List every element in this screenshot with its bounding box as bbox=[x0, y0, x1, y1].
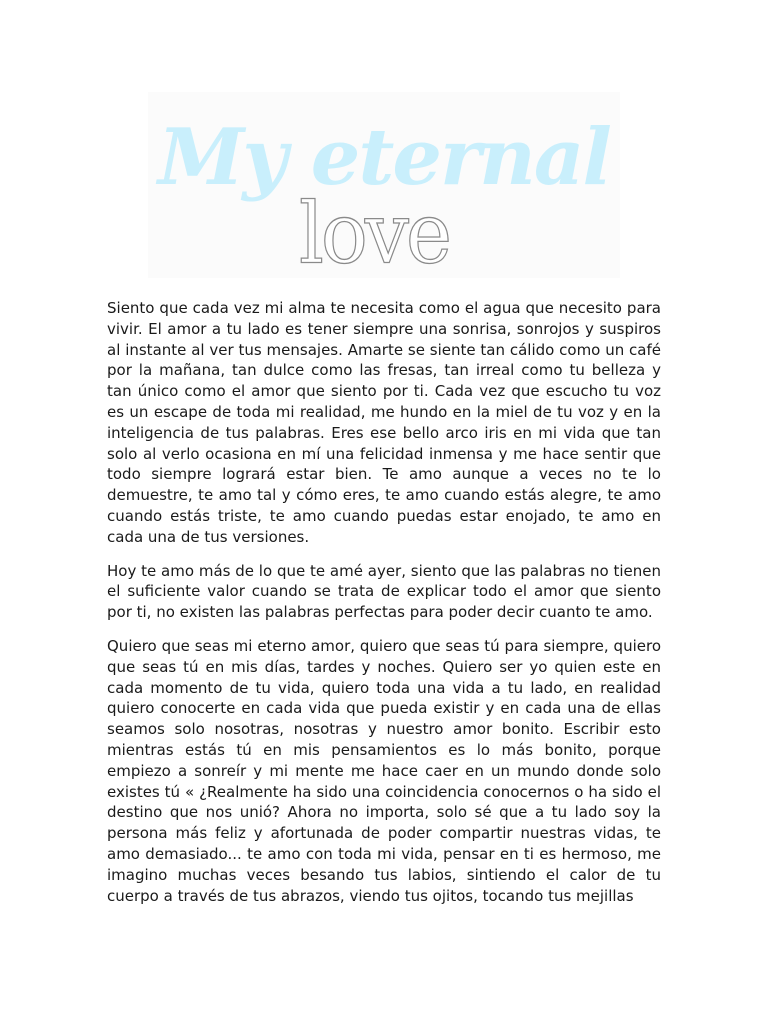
body-text bbox=[107, 298, 661, 906]
paragraph-2: Hoy te amo más de lo que te amé ayer, siento que las palabras no tienen el suficiente valor cuando se trata de explicar todo el amor que siento por ti, no existen las palabras perfectas para poder decir cuanto te amo. bbox=[107, 561, 661, 622]
title-artwork bbox=[148, 92, 620, 278]
paragraph-1: Siento que cada vez mi alma te necesita como el agua que necesito para vivir. El amor a tu lado es tener siempre una sonrisa, sonrojos y suspiros al instante al ver tus mensajes. Amarte se siente tan cálido como un café por la mañana, tan dulce como las fresas, tan irreal como tu belleza y tan único como el amor que siento por ti. Cada vez que escucho tu voz es un escape de toda mi realidad, me hundo en la miel de tu voz y en la inteligencia de tus palabras. Eres ese bello arco iris en mi vida que tan solo al verlo ocasiona en mí una felicidad inmensa y me hace sentir que todo siempre logrará estar bien. Te amo aunque a veces no te lo demuestre, te amo tal y cómo eres, te amo cuando estás alegre, te amo cuando estás triste, te amo cuando puedas estar enojado, te amo en cada una de tus versiones. bbox=[107, 299, 661, 546]
paragraph-3: Quiero que seas mi eterno amor, quiero que seas tú para siempre, quiero que seas tú en mis días, tardes y noches. Quiero ser yo quien este en cada momento de tu vida, quiero toda una vida a tu lado, en realidad quiero conocerte en cada vida que pueda existir y en cada una de ellas seamos solo nosotras, nosotras y nuestro amor bonito. Escribir esto mientras estás tú en mis pensamientos es lo más bonito, porque empiezo a sonreír y mi mente me hace caer en un mundo donde solo existes tú « ¿Realmente ha sido una coincidencia conocernos o ha sido el destino que nos unió? Ahora no importa, solo sé que a tu lado soy la persona más feliz y afortunada de poder compartir nuestras vidas, te amo demasiado... te amo con toda mi vida, pensar en ti es hermoso, me imagino muchas veces besando tus labios, sintiendo el calor de tu cuerpo a través de tus abrazos, viendo tus ojitos, tocando tus mejillas bbox=[107, 636, 661, 905]
title-outline-text: love bbox=[298, 185, 450, 278]
title-script-text: My eternal bbox=[157, 112, 611, 203]
title-image bbox=[148, 92, 620, 278]
